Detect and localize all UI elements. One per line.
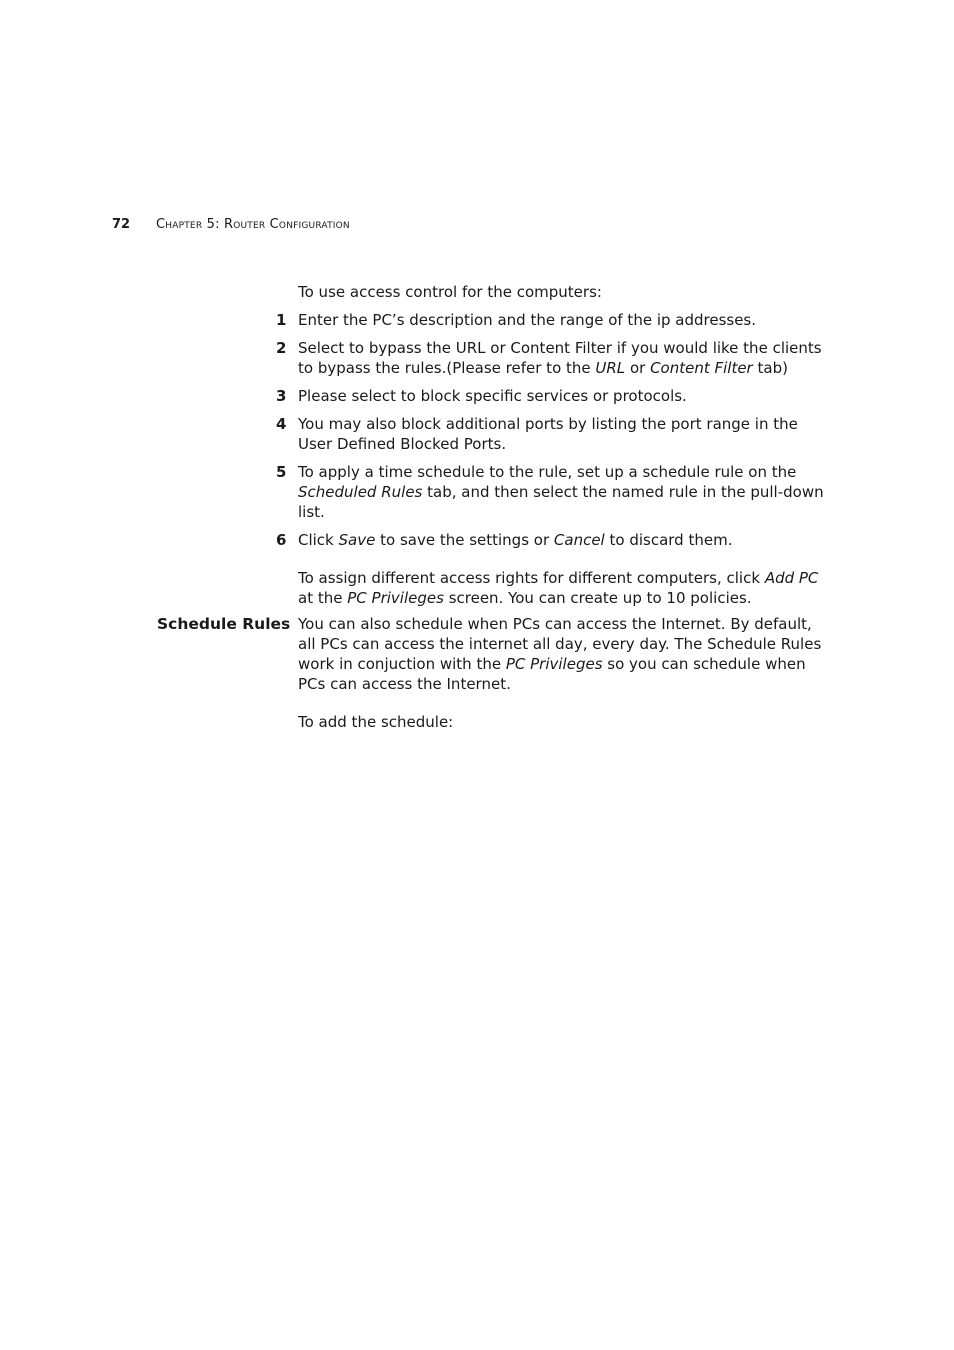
step-5 — [276, 462, 833, 522]
main-content — [276, 282, 833, 616]
step-text: Enter the PC’s description and the range of the ip addresses. — [298, 311, 757, 329]
step-number: 6 — [276, 531, 287, 549]
step-number: 3 — [276, 387, 287, 405]
chapter-title: Chapter 5: Router Configuration — [156, 217, 350, 232]
intro-text: To use access control for the computers: — [298, 283, 602, 301]
add-schedule-text: To add the schedule: — [298, 713, 454, 731]
schedule-section — [298, 614, 833, 740]
step-1 — [276, 310, 833, 330]
step-number: 4 — [276, 415, 287, 433]
step-text: Please select to block specific services or protocols. — [298, 387, 687, 405]
step-4 — [276, 414, 833, 454]
page-header — [112, 216, 350, 234]
assign-text: To assign different access rights for different computers, click Add PC at the PC Privileges screen. You can create up to 10 policies. — [298, 569, 819, 607]
step-text: You may also block additional ports by listing the port range in the User Defined Blocked Ports. — [298, 415, 798, 453]
section-heading: Schedule Rules — [157, 615, 291, 633]
step-number: 1 — [276, 311, 287, 329]
step-2 — [276, 338, 833, 378]
schedule-text: You can also schedule when PCs can access the Internet. By default, all PCs can access the internet all day, every day. The Schedule Rules work in conjuction with the PC Privileges so you can schedule when PCs can access the Internet. — [298, 615, 822, 693]
step-text: To apply a time schedule to the rule, set up a schedule rule on the Scheduled Rules tab, and then select the named rule in the pull-down list. — [298, 463, 824, 521]
step-text: Click Save to save the settings or Cancel to discard them. — [298, 531, 733, 549]
step-number: 2 — [276, 339, 287, 357]
step-number: 5 — [276, 463, 287, 481]
page-number: 72 — [112, 217, 131, 232]
step-6 — [276, 530, 833, 550]
step-text: Select to bypass the URL or Content Filter if you would like the clients to bypass the rules.(Please refer to the URL or Content Filter tab) — [298, 339, 822, 377]
step-3 — [276, 386, 833, 406]
